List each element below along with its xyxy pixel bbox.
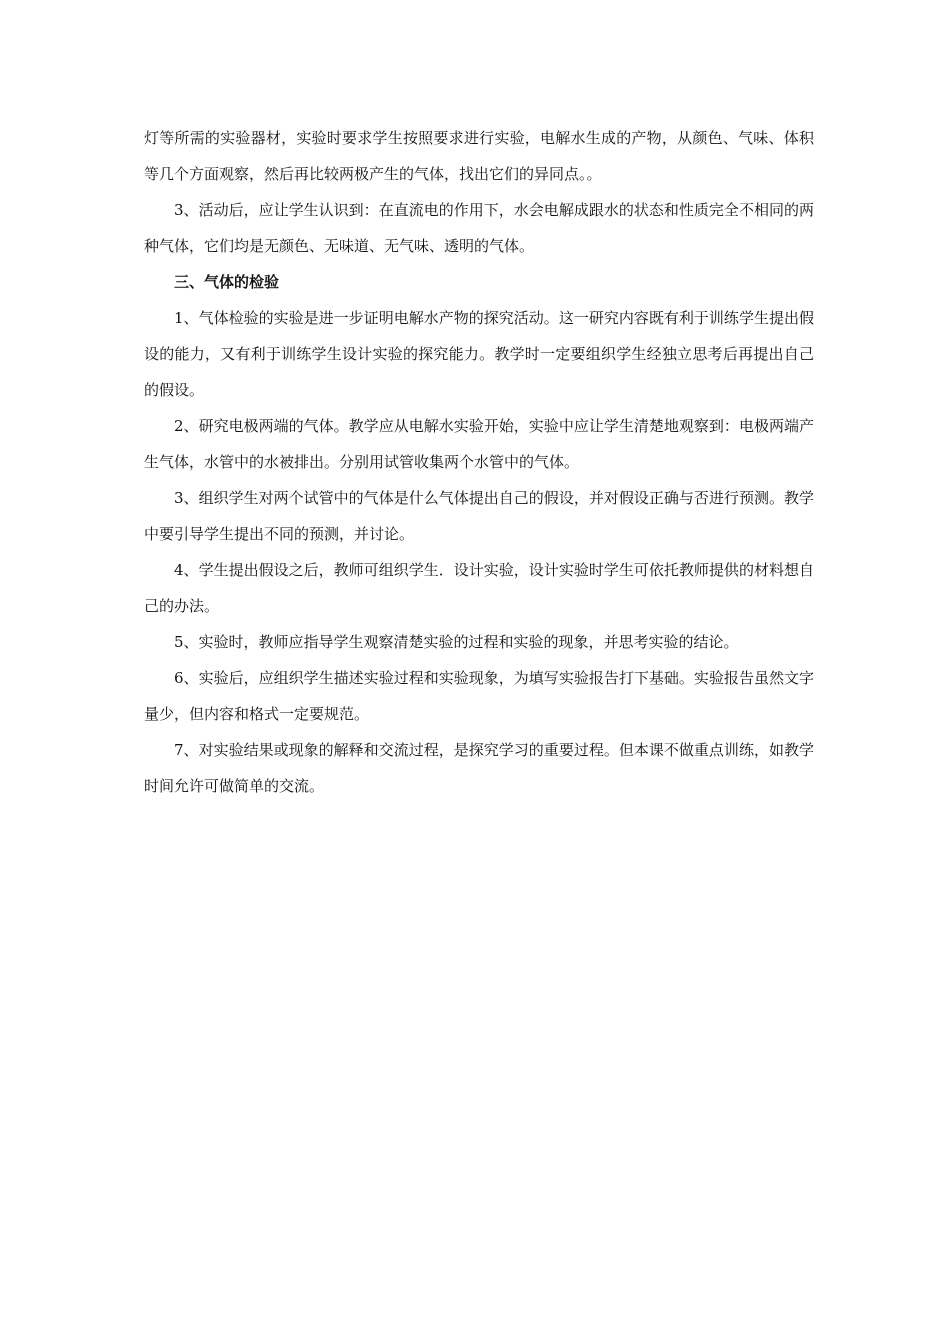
document-body <box>144 120 814 804</box>
paragraph-continuation: 灯等所需的实验器材，实验时要求学生按照要求进行实验，电解水生成的产物，从颜色、气味、体积等几个方面观察，然后再比较两极产生的气体，找出它们的异同点。。 <box>144 129 814 183</box>
section-item-7: 7、对实验结果或现象的解释和交流过程，是探究学习的重要过程。但本课不做重点训练，如教学时间允许可做简单的交流。 <box>144 741 814 795</box>
section-item-3: 3、组织学生对两个试管中的气体是什么气体提出自己的假设，并对假设正确与否进行预测。教学中要引导学生提出不同的预测，并讨论。 <box>144 489 814 543</box>
section-item-1: 1、气体检验的实验是进一步证明电解水产物的探究活动。这一研究内容既有利于训练学生提出假设的能力，又有利于训练学生设计实验的探究能力。教学时一定要组织学生经独立思考后再提出自己的假设。 <box>144 309 814 399</box>
section-item-4: 4、学生提出假设之后，教师可组织学生．设计实验，设计实验时学生可依托教师提供的材料想自己的办法。 <box>144 561 814 615</box>
section-item-2: 2、研究电极两端的气体。教学应从电解水实验开始，实验中应让学生清楚地观察到：电极两端产生气体，水管中的水被排出。分别用试管收集两个水管中的气体。 <box>144 417 814 471</box>
section-heading: 三、气体的检验 <box>174 273 280 291</box>
paragraph-item-3: 3、活动后，应让学生认识到：在直流电的作用下，水会电解成跟水的状态和性质完全不相同的两种气体，它们均是无颜色、无味道、无气味、透明的气体。 <box>144 201 814 255</box>
section-item-5: 5、实验时，教师应指导学生观察清楚实验的过程和实验的现象，并思考实验的结论。 <box>174 633 739 651</box>
section-item-6: 6、实验后，应组织学生描述实验过程和实验现象，为填写实验报告打下基础。实验报告虽然文字量少，但内容和格式一定要规范。 <box>144 669 814 723</box>
